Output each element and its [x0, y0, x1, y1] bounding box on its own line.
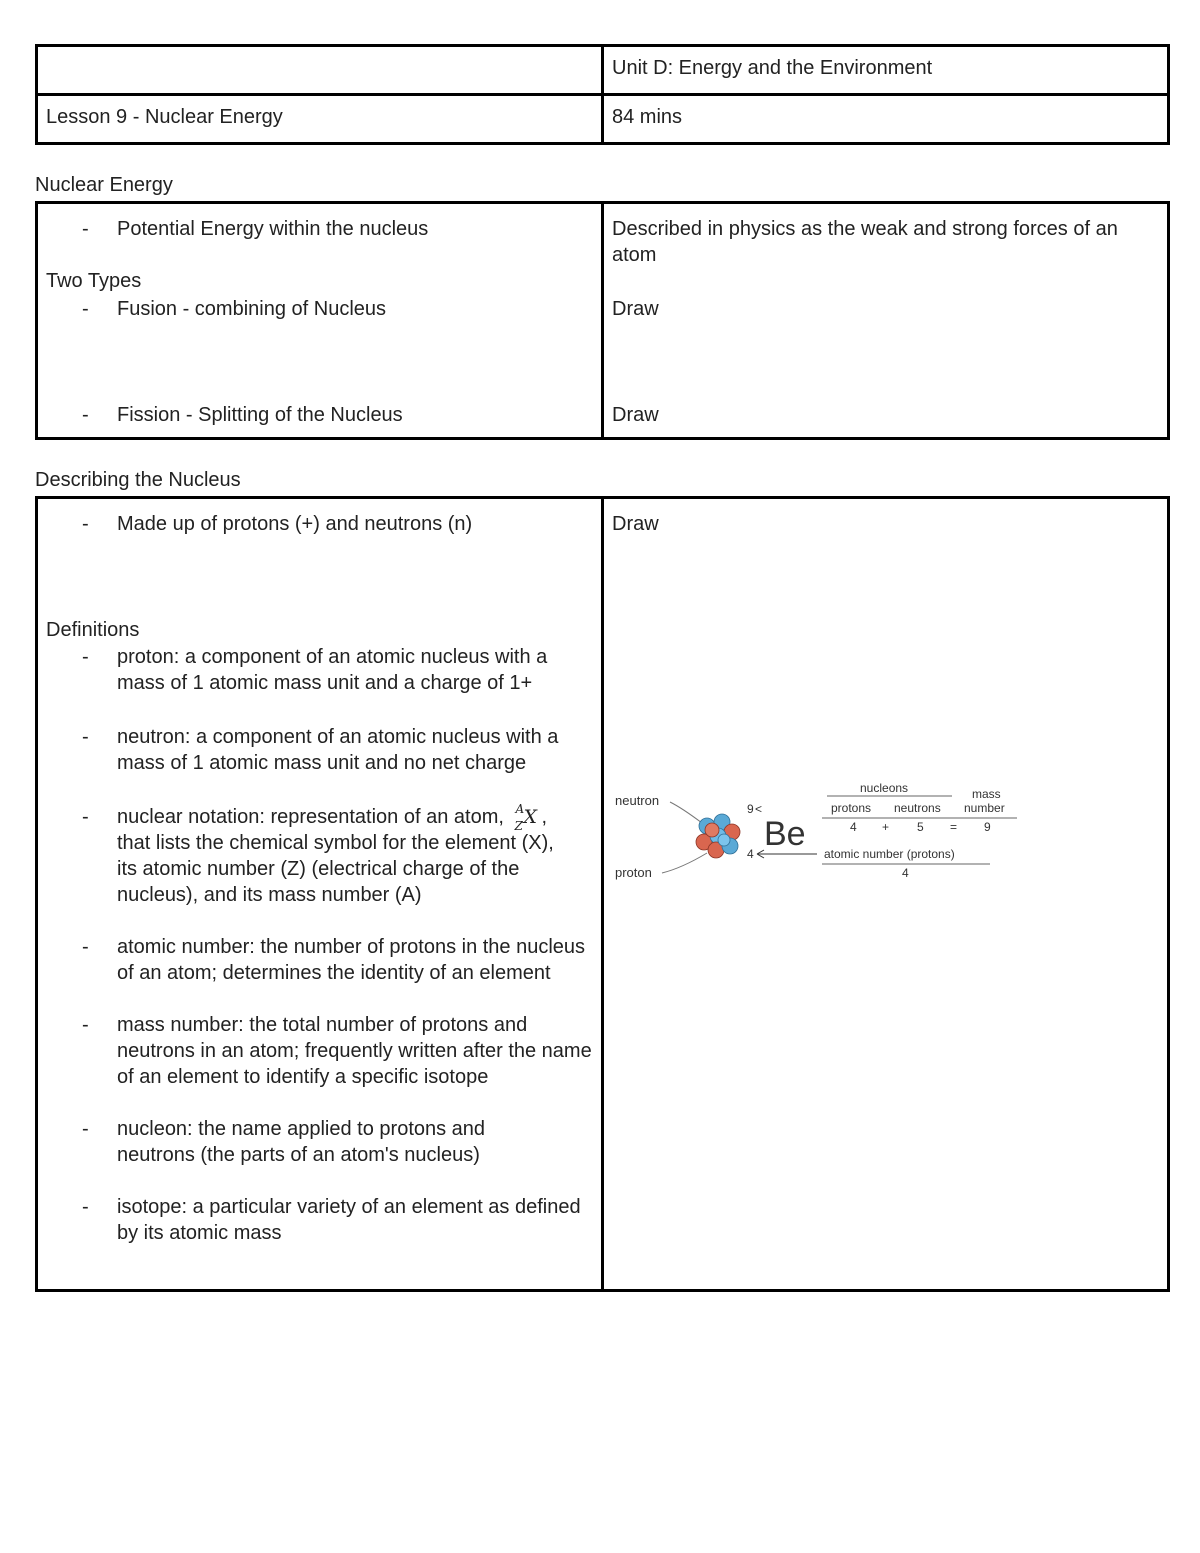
draw-fusion-label: Draw [612, 298, 659, 320]
bullet-fission [46, 402, 601, 428]
bullet-text: Fusion - combining of Nucleus [117, 298, 387, 320]
neutrons-value: 5 [917, 820, 924, 834]
notation-atomic-number: Z [514, 819, 523, 833]
draw-nucleus-label: Draw [612, 513, 659, 535]
unit-title: Unit D: Energy and the Environment [612, 57, 933, 79]
notation-mass-number: A [515, 802, 525, 816]
neutrons-label: neutrons [894, 801, 941, 815]
protons-value: 4 [850, 820, 857, 834]
bullet-dash: - [82, 218, 89, 240]
physics-description: Described in physics as the weak and strong forces of an atom [612, 218, 1118, 266]
bullet-dash: - [82, 806, 89, 828]
definition-mass-number [46, 1012, 592, 1090]
draw-fission-label: Draw [612, 404, 659, 426]
bullet-text: Potential Energy within the nucleus [117, 218, 429, 240]
lesson-title: Lesson 9 - Nuclear Energy [46, 106, 283, 128]
mass-arrow: < [755, 802, 763, 816]
definition-text: mass number: the total number of protons and neutrons in an atom; frequently written after the name of an element to identify a specific isotope [117, 1014, 592, 1088]
definition-atomic-number [46, 934, 592, 986]
describing-nucleus-table [35, 496, 1170, 1292]
notation-text-start: nuclear notation: representation of an atom, [117, 806, 504, 828]
definition-text: atomic number: the number of protons in the nucleus of an atom; determines the identity of an element [117, 936, 586, 984]
bullet-dash: - [82, 404, 89, 426]
nucleus-right-cell [603, 498, 1169, 1291]
unit-cell [603, 46, 1169, 95]
two-types-heading: Two Types [46, 270, 142, 292]
lesson-duration: 84 mins [612, 106, 683, 128]
notation-text-line4: nucleus), and its mass number (A) [117, 884, 422, 906]
section-heading-nuclear-energy: Nuclear Energy [35, 174, 173, 196]
equals-sign: = [950, 820, 958, 834]
bullet-dash: - [82, 1196, 89, 1218]
bullet-text: Fission - Splitting of the Nucleus [117, 404, 403, 426]
definition-isotope [46, 1194, 592, 1246]
bullet-dash: - [82, 646, 89, 668]
nucleus-cluster [696, 814, 740, 858]
definition-neutron [46, 724, 592, 776]
atomic-number-value: 4 [902, 866, 909, 880]
plus-sign: + [882, 820, 890, 834]
notation-comma: , [541, 806, 548, 828]
bullet-text: Made up of protons (+) and neutrons (n) [117, 513, 473, 535]
definition-text: nucleon: the name applied to protons and neutrons (the parts of an atom's nucleus) [117, 1118, 486, 1166]
element-symbol-be: Be [764, 815, 806, 853]
nuclear-energy-table [35, 201, 1170, 440]
bullet-protons-neutrons [46, 511, 601, 537]
bullet-dash: - [82, 936, 89, 958]
definition-proton [46, 644, 592, 696]
bullet-fusion [46, 296, 601, 322]
neutron-label: neutron [615, 793, 660, 808]
definition-nucleon [46, 1116, 557, 1168]
bullet-dash: - [82, 1118, 89, 1140]
bullet-potential-energy [46, 216, 601, 242]
atomic-number-label: atomic number (protons) [824, 847, 955, 861]
nucleons-label: nucleons [860, 781, 909, 795]
nuclear-notation-symbol [509, 802, 541, 833]
notation-element-symbol: X [523, 806, 538, 828]
mass-label-bottom: number [964, 801, 1005, 815]
nuclear-energy-right-cell [603, 203, 1169, 439]
notation-text-line2: that lists the chemical symbol for the element (X), [117, 832, 554, 854]
proton-label: proton [615, 865, 652, 880]
header-table [35, 44, 1170, 145]
definition-text [117, 804, 592, 908]
nuclear-notation-diagram [612, 778, 1032, 888]
bullet-dash: - [82, 1014, 89, 1036]
mass-label-top: mass [972, 787, 1001, 801]
definition-text: neutron: a component of an atomic nucleus with a mass of 1 atomic mass unit and no net charge [117, 726, 559, 774]
nucleus-left-cell [37, 498, 603, 1291]
protons-label: protons [831, 801, 872, 815]
notation-text-line3: its atomic number (Z) (electrical charge of the [117, 858, 520, 880]
mass-value: 9 [984, 820, 991, 834]
lesson-cell [37, 95, 603, 144]
atomic-number-left: 4 [747, 847, 754, 861]
bullet-dash: - [82, 298, 89, 320]
proton-particle [705, 823, 719, 837]
bullet-dash: - [82, 726, 89, 748]
bullet-dash: - [82, 513, 89, 535]
proton-pointer-line [662, 853, 707, 873]
duration-cell [603, 95, 1169, 144]
neutron-pointer-line [670, 802, 702, 823]
definitions-heading: Definitions [46, 619, 140, 641]
nuclear-energy-left-cell [37, 203, 603, 439]
definition-text: isotope: a particular variety of an element as defined by its atomic mass [117, 1196, 581, 1244]
header-empty-text [38, 47, 601, 55]
neutron-particle [718, 834, 730, 846]
section-heading-describing-nucleus: Describing the Nucleus [35, 469, 241, 491]
definition-text: proton: a component of an atomic nucleus with a mass of 1 atomic mass unit and a charge of 1+ [117, 646, 548, 694]
header-empty-cell [37, 46, 603, 95]
mass-number-left: 9 [747, 802, 754, 816]
definition-nuclear-notation [46, 804, 592, 908]
